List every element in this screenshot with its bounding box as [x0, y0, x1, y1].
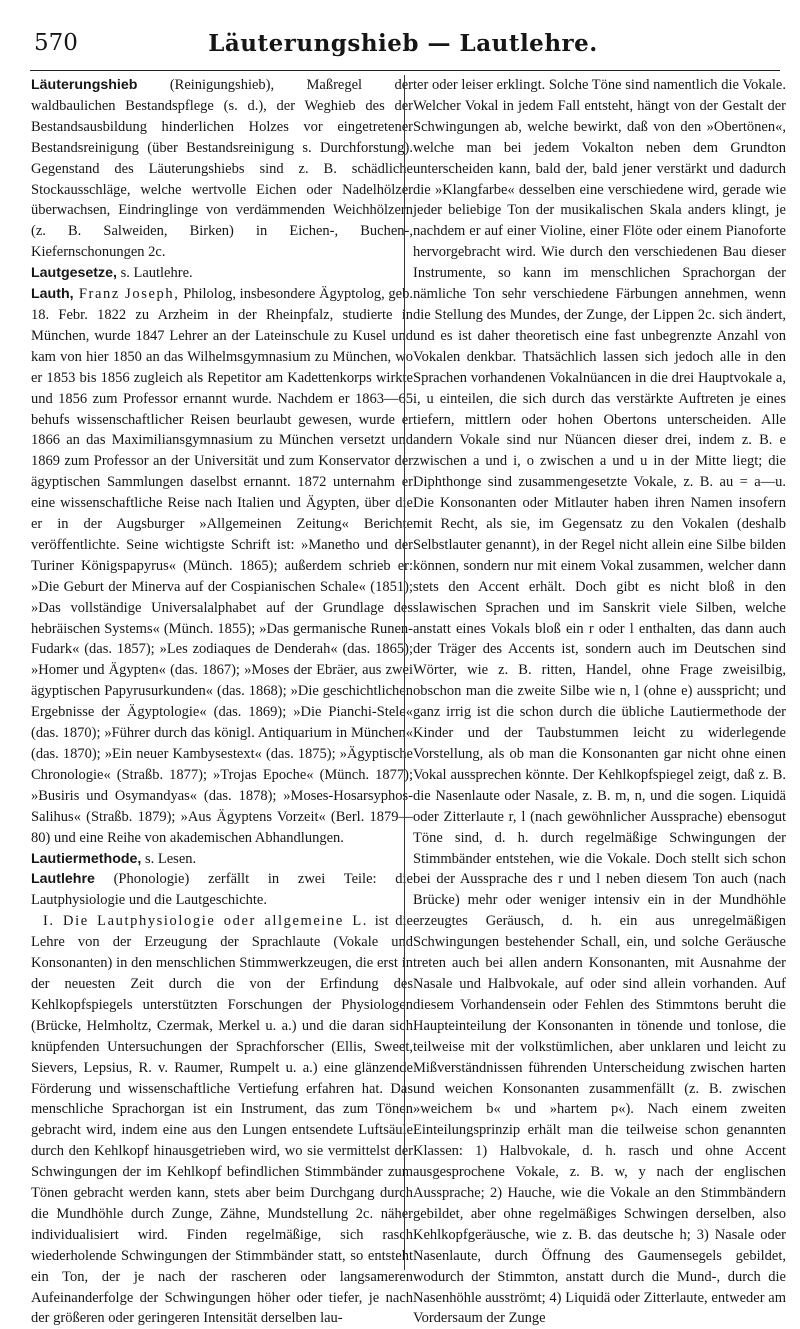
right-column [413, 75, 786, 1327]
entry-lautgesetze [31, 263, 413, 284]
running-title: Läuterungshieb — Lautlehre. [208, 30, 598, 57]
entry-text: Philolog, insbesondere Ägyptolog, geb. 18. Febr. 1822 zu Arzheim in der Rheinpfalz, studierte in München, wurde 1847 Lehrer an der Lateinschule zu Kusel und kam von hier 1850 an das Wilhelmsgymnasium zu München, wo er 1853 bis 1856 zugleich als Repetitor am Kadettenkorps wirkte und 1856 zum Professor ernannt wurde. Nachdem er 1863—65 behufs wissenschaftlicher Reisen beurlaubt gewesen, wurde er 1866 an das Maximiliansgymnasium zu München versetzt und 1869 zum Professor an der Universität und zum Konservator der ägyptischen Sammlungen daselbst ernannt. 1872 unternahm er eine wissenschaftliche Reise nach Italien und Ägypten, über die er in der Augsburger »Allgemeinen Zeitung« Berichte veröffentlichte. Seine wichtigste Schrift ist: »Manetho und der Turiner Königspapyrus« (Münch. 1865); außerdem schrieb er: »Die Geburt der Minerva auf der Cospianischen Schale« (1851); »Das vollständige Universalalphabet auf der Grundlage des hebräischen Systems« (Münch. 1855); »Das germanische Runen-Fudark« (das. 1857); »Les zodiaques de Denderah« (das. 1865); »Homer und Ägypten« (das. 1867); »Moses der Ebräer, aus zwei ägyptischen Papyrusurkunden« (das. 1868); »Die geschichtlichen Ergebnisse der Ägyptologie« (das. 1869); »Die Pianchi-Stele« (das. 1870); »Führer durch das königl. Antiquarium in München« (das. 1870); »Ein neuer Kambysestext« (das. 1875); »Ägyptische Chronologie« (Straßb. 1877); »Trojas Epoche« (Münch. 1877); »Busiris und Osymandyas« (das. 1878); »Moses-Hosarsyphos-Salihus« (Straßb. 1879); »Aus Ägyptens Vorzeit« (Berl. 1879—80) und eine Reihe von akademischen Abhandlungen. [31, 286, 413, 846]
entry-headword: Lauth, [31, 286, 74, 303]
entry-text: (Reinigungshieb), Maßregel der waldbaulichen Bestandspflege (s. d.), der Weghieb des der Bestandsausbildung hinderlichen Holzes vor eingetretener Bestandsreinigung (über Bestandsreinigung s. Durchforstung). Gegenstand des Läuterungshiebs sind z. B. schädliche Stockausschläge, welche wertvolle Eichen oder Nadelhölzer überwachsen, Eindringlinge von verdämmenden Weichhölzern (z. B. Salweiden, Birken) in Eichen-, Buchen-, Kiefernschonungen 2c. [31, 77, 413, 261]
entry-lauth [31, 284, 413, 848]
entry-headword: Läuterungshieb [31, 77, 138, 93]
paragraph-continuation: ter oder leiser erklingt. Solche Töne sind namentlich die Vokale. Welcher Vokal in jedem Fall entsteht, hängt von der Gestalt der Schwingungen ab, welche bewirkt, daß von den »Obertönen«, welche man bei jedem Vokalton neben dem Grundton unterscheiden kann, bald der, bald jener verstärkt und dadurch die »Klangfarbe« desselben eine verschiedene wird, gerade wie jeder beliebige Ton der musikalischen Skala anders klingt, je nachdem er auf einer Violine, einer Flöte oder einem Pianoforte hervorgebracht wird. Wie durch den verschiedenen Bau dieser Instrumente, so kann im menschlichen Sprachorgan der nämliche Ton sehr verschiedene Färbungen annehmen, wenn die Stellung des Mundes, der Zunge, der Lippen 2c. sich ändert, und es ist daher theoretisch eine fast unbegrenzte Anzahl von Vokalen denkbar. Thatsächlich lassen sich jedoch alle in den Sprachen vorhandenen Vokalnüancen in die drei Hauptvokale a, i, u einteilen, die sich durch das verstärkte Auftreten je eines tiefern, mittlern oder hohen Obertons unterscheiden. Alle andern Vokale sind nur Nüancen dieser drei, indem z. B. e zwischen a und i, o zwischen a und u in der Mitte liegt; die Diphthonge sind zusammengesetzte Vokale, z. B. au = a—u. Die Konsonanten oder Mitlauter haben ihren Namen insofern mit Recht, als sie, im Gegensatz zu den Vokalen (deshalb Selbstlauter genannt), in der Regel nicht allein eine Silbe bilden können, sondern nur mit einem Vokal zusammen, welcher dann stets den Accent erhält. Doch gibt es nicht bloß in den slawischen Sprachen und im Sanskrit viele Silben, welche anstatt eines Vokals bloß ein r oder l enthalten, das dann auch der Träger des Accents ist, sondern auch im Deutschen sind Wörter, wie z. B. ritten, Handel, ohne Frage zweisilbig, obschon man die zweite Silbe wie n, l (ohne e) ausspricht; und ganz irrig ist die schon durch die übliche Lautiermethode der Kinder und der Taubstummen leicht zu widerlegende Vorstellung, als ob man die Konsonanten gar nicht ohne einen Vokal aussprechen könnte. Der Kehlkopfspiegel zeigt, daß z. B. die Nasenlaute oder Nasale, z. B. m, n, und die sogen. Liquidä oder Zitterlaute r, l (nach gewöhnlicher Aussprache) ebensogut Töne sind, d. h. durch regelmäßige Schwingungen der Stimmbänder entstehen, wie die Vokale. Doch stellt sich schon bei der Aussprache des r und l neben diesem Ton auch (nach Brücke) mehr oder weniger intensiv ein in der Mundhöhle erzeugtes Geräusch, d. h. ein aus unregelmäßigen Schwingungen bestehender Schall, ein, und solche Geräusche treten auch bei allen andern Konsonanten, mit Ausnahme der Nasale und Halbvokale, auf oder sind allein vorhanden. Auf diesem Vorhandensein oder Fehlen des Stimmtons beruht die Haupteinteilung der Konsonanten in tönende und tonlose, die teilweise mit der volkstümlichen, aber unklaren und leicht zu Mißverständnissen führenden Unterscheidung zwischen harten und weichen Konsonanten zusammenfällt (z. B. zwischen »weichem b« und »hartem p«). Nach einem zweiten Einteilungsprinzip erhält man die teilweise schon genannten Klassen: 1) Halbvokale, d. h. rasch und ohne Accent ausgesprochene Vokale, z. B. w, y nach der englischen Aussprache; 2) Hauche, wie die Vokale an den Stimmbändern gebildet, aber ohne regelmäßiges Schwingen derselben, also Kehlkopfgeräusche, wie z. B. das deutsche h; 3) Nasale oder Nasenlaute, durch Öffnung des Gaumensegels gebildet, wodurch der Stimmton, anstatt durch die Mund-, durch die Nasenhöhle ausströmt; 4) Liquidä oder Zitterlaute, entweder am Vordersaum der Zunge [413, 77, 786, 1327]
column-divider [404, 75, 405, 1270]
entry-text: s. Lautlehre. [116, 265, 193, 282]
page-number: 570 [34, 30, 78, 56]
entry-text: (Phonologie) zerfällt in zwei Teile: die Lautphysiologie und die Lautgeschichte. [31, 871, 413, 909]
left-column [31, 75, 413, 1327]
page-header [26, 30, 780, 66]
entry-lautlehre [31, 869, 413, 911]
entry-person-name: Franz Joseph, [73, 286, 180, 303]
paragraph-lautphysiologie [31, 911, 413, 1329]
entry-lautiermethode [31, 849, 413, 870]
entry-text: s. Lesen. [141, 850, 197, 867]
paragraph-lead: I. Die Lautphysiologie oder allgemeine L. [43, 913, 368, 930]
entry-headword: Lautiermethode, [31, 850, 142, 867]
entry-headword: Lautgesetze, [31, 265, 117, 282]
entry-laeuterungshieb [31, 75, 413, 263]
paragraph-text: ist die Lehre von der Erzeugung der Sprachlaute (Vokale und Konsonanten) in den menschlichen Stimmwerkzeugen, die erst in der neuesten Zeit durch die von der Erfindung des Kehlkopfspiegels unterstützten Forschungen der Physiologen (Brücke, Helmholtz, Czermak, Merkel u. a.) und die daran sich knüpfenden Untersuchungen der Sprachforscher (Ellis, Sweet, Sievers, Lepsius, R. v. Raumer, Rumpelt u. a.) eine glänzende Förderung und wissenschaftliche Vertiefung erfahren hat. Das menschliche Sprachorgan ist ein Instrument, das zum Tönen gebracht wird, indem eine aus den Lungen entsendete Luftsäule durch den Kehlkopf hinausgetrieben wird, wo sie vermittelst der Schwingungen der im Kehlkopf befindlichen Stimmbänder zum Tönen gebracht werden kann, stets aber beim Durchgang durch die Mundhöhle durch Zunge, Zähne, Mundstellung 2c. näher individualisiert wird. Finden regelmäßige, sich rasch wiederholende Schwingungen der Stimmbänder statt, so entsteht ein Ton, der je nach der rascheren oder langsameren Aufeinanderfolge der Schwingungen höher oder tiefer, je nach der größeren oder geringeren Intensität derselben lau- [31, 913, 413, 1327]
header-rule [30, 70, 780, 71]
entry-headword: Lautlehre [31, 871, 95, 888]
